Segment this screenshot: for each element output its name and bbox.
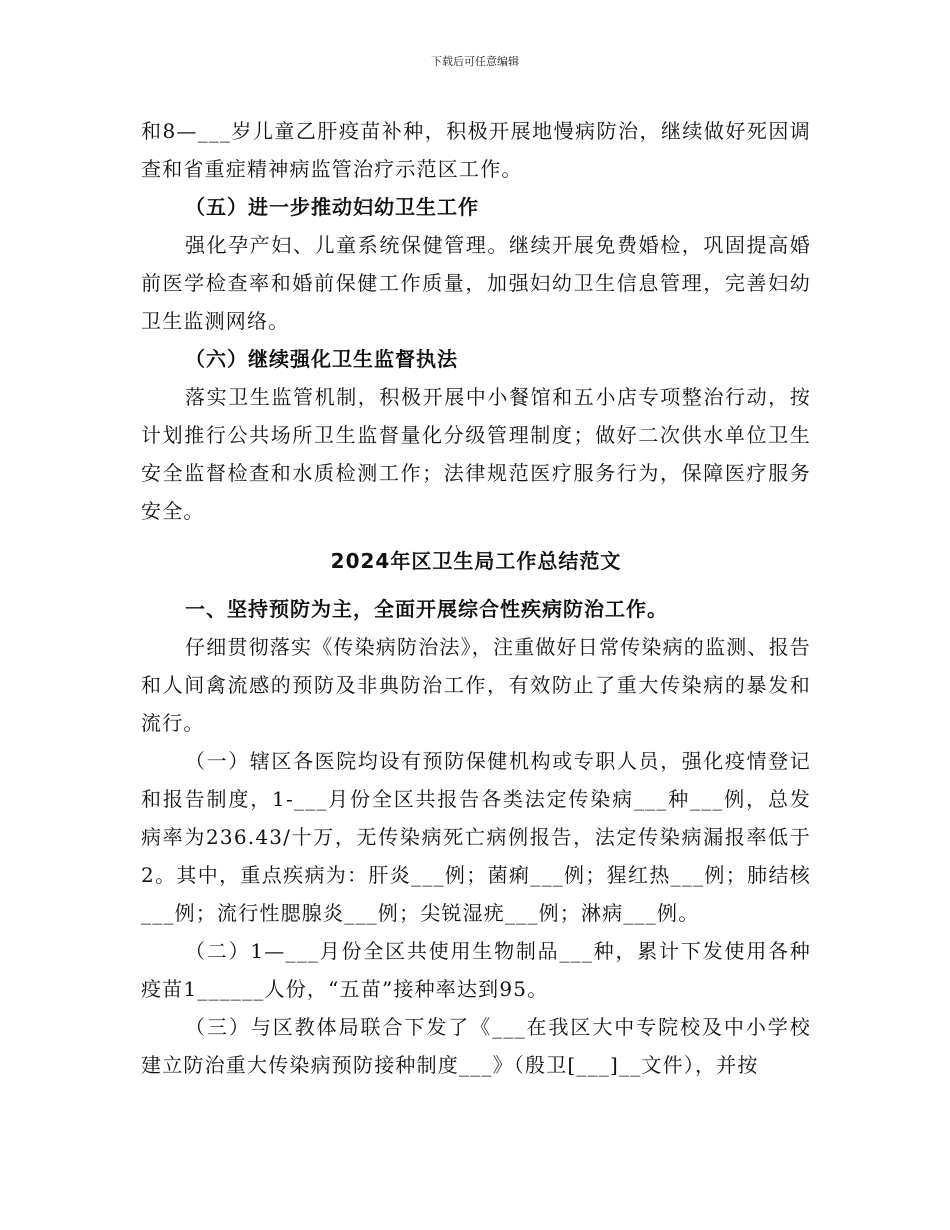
subheading-health-supervision: （六）继续强化卫生监督执法 (185, 347, 458, 371)
paragraph-item-one: （一）辖区各医院均设有预防保健机构或专职人员，强化疫情登记和报告制度，1-___月份全区共报告各类法定传染病___种___例，总发病率为236.43/十万，无传染病死亡病例报告，法定传染病漏报率低于2。其中，重点疾病为：肝炎___例；菌痢___例；猩红热___例；肺结核___例；流行性腮腺炎___例；尖锐湿疣___例；淋病___例。 (141, 749, 811, 925)
section-heading-prevention: 一、坚持预防为主，全面开展综合性疾病防治工作。 (185, 597, 668, 621)
document-body (141, 112, 811, 1084)
document-title: 2024年区卫生局工作总结范文 (330, 549, 622, 573)
paragraph-continuation: 和8—___岁儿童乙肝疫苗补种，积极开展地慢病防治，继续做好死因调查和省重症精神病监管治疗示范区工作。 (141, 119, 811, 181)
paragraph-maternal-child-health: 强化孕产妇、儿童系统保健管理。继续开展免费婚检，巩固提高婚前医学检查率和婚前保健工作质量，加强妇幼卫生信息管理，完善妇幼卫生监测网络。 (141, 233, 811, 333)
page-header: 下载后可任意编辑 (431, 55, 519, 68)
paragraph-item-three: （三）与区教体局联合下发了《___在我区大中专院校及中小学校建立防治重大传染病预防接种制度___》（殷卫[___]__文件），并按 (141, 1015, 811, 1077)
subheading-maternal-child-health: （五）进一步推动妇幼卫生工作 (185, 195, 479, 219)
paragraph-infectious-disease-law: 仔细贯彻落实《传染病防治法》，注重做好日常传染病的监测、报告和人间禽流感的预防及非典防治工作，有效防止了重大传染病的暴发和流行。 (141, 635, 811, 735)
paragraph-health-supervision: 落实卫生监管机制，积极开展中小餐馆和五小店专项整治行动，按计划推行公共场所卫生监督量化分级管理制度；做好二次供水单位卫生安全监督检查和水质检测工作；法律规范医疗服务行为，保障医疗服务安全。 (141, 385, 811, 523)
paragraph-item-two: （二）1—___月份全区共使用生物制品___种，累计下发使用各种疫苗1______人份，“五苗”接种率达到95。 (141, 939, 811, 1001)
